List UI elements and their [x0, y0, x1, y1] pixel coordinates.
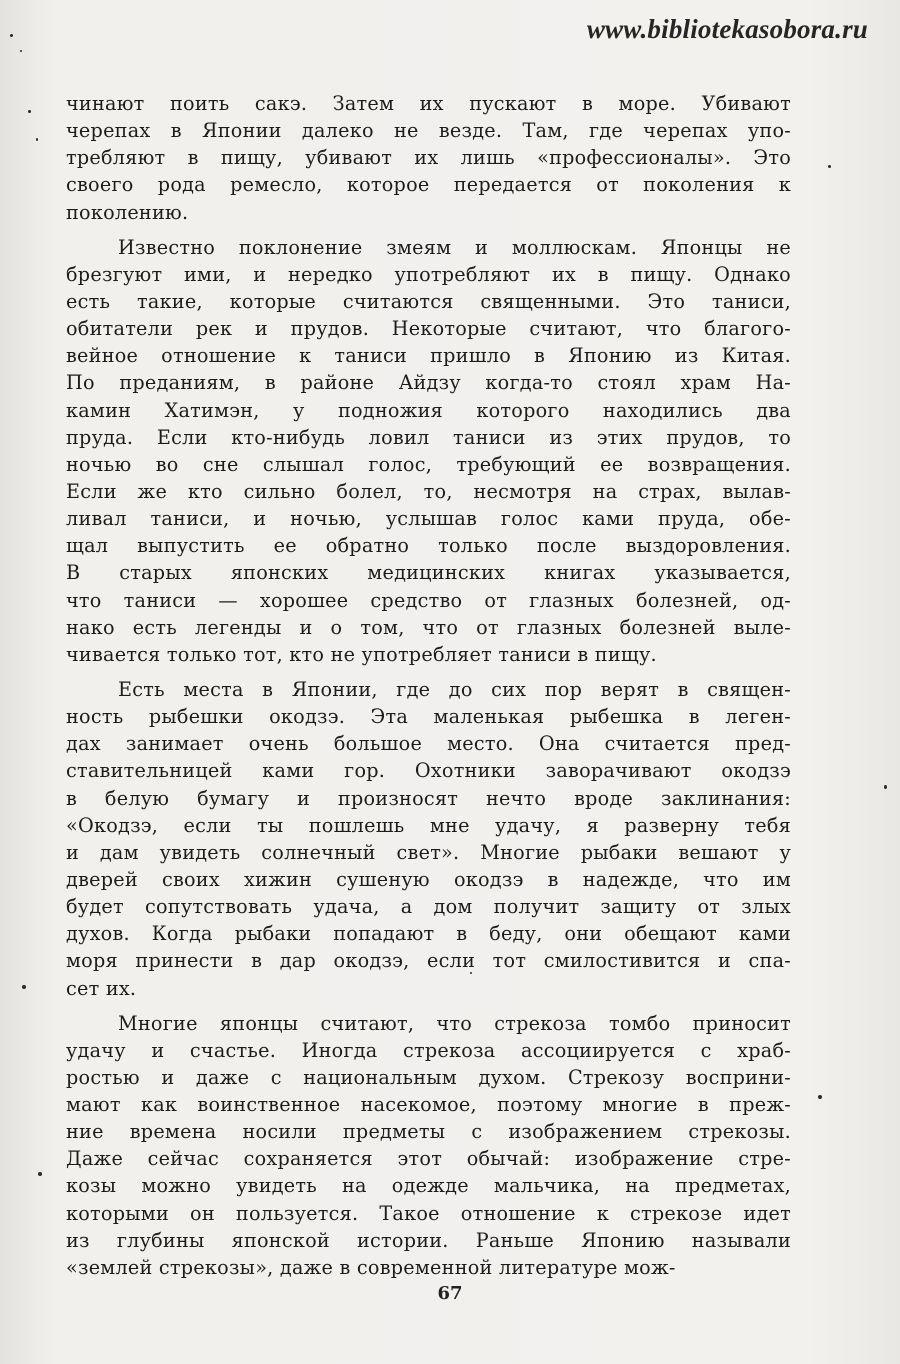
paragraph: [66, 234, 791, 668]
text-line: Если же кто сильно болел, то, несмотря на страх, вылав-: [66, 479, 791, 503]
text-line: Даже сейчас сохраняется этот обычай: изображение стре-: [66, 1147, 791, 1171]
scan-speck: [470, 972, 472, 974]
text-line: будет сопутствовать удача, а дом получит защиту от злых: [66, 895, 791, 919]
text-line: требляют в пищу, убивают их лишь «профессионалы». Это: [66, 146, 791, 170]
text-line: в белую бумагу и произносят нечто вроде заклинания:: [66, 786, 791, 810]
text-line: «землей стрекозы», даже в современной литературе мож-: [66, 1255, 676, 1279]
scan-speck: [10, 34, 13, 37]
scan-speck: [28, 110, 31, 113]
text-line: духов. Когда рыбаки попадают в беду, они обещают ками: [66, 922, 791, 946]
text-line: «Окодзэ, если ты пошлешь мне удачу, я разверну тебя: [66, 813, 791, 837]
text-line: Есть места в Японии, где до сих пор верят в священ-: [118, 677, 791, 701]
scan-speck: [38, 1172, 42, 1176]
text-line: нако есть легенды и о том, что от глазных болезней выле-: [66, 615, 791, 639]
text-line: моря принести в дар окодзэ, если тот смилостивится и спа-: [66, 949, 791, 973]
text-line: пруда. Если кто-нибудь ловил таниси из этих прудов, то: [66, 425, 791, 449]
text-line: которыми он пользуется. Такое отношение к стрекозе идет: [66, 1201, 791, 1225]
text-line: дверей своих хижин сушеную окодзэ в надежде, что им: [66, 867, 791, 891]
text-line: В старых японских медицинских книгах указывается,: [66, 561, 791, 585]
paragraph-gap: [66, 226, 791, 234]
text-line: ставительницей ками гор. Охотники заворачивают окодзэ: [66, 759, 791, 783]
text-line: из глубины японской истории. Раньше Японию называли: [66, 1228, 791, 1252]
text-line: ростью и даже с национальным духом. Стрекозу восприни-: [66, 1065, 791, 1089]
text-line: сет их.: [66, 976, 137, 1000]
text-line: обитатели рек и прудов. Некоторые считают, что благого-: [66, 317, 791, 341]
scan-speck: [828, 165, 831, 168]
text-line: Известно поклонение змеям и моллюскам. Японцы не: [118, 235, 791, 259]
text-line: есть такие, которые считаются священными. Это таниси,: [66, 289, 791, 313]
text-line: мают как воинственное насекомое, поэтому многие в преж-: [66, 1093, 791, 1117]
text-line: щал выпустить ее обратно только после выздоровления.: [66, 534, 791, 558]
text-line: камин Хатимэн, у подножия которого находились два: [66, 398, 791, 422]
text-line: ночью во сне слышал голос, требующий ее возвращения.: [66, 452, 791, 476]
text-line: брезгуют ими, и нередко употребляют их в пищу. Однако: [66, 262, 791, 286]
scan-speck: [884, 785, 887, 789]
paragraph-gap: [66, 1002, 791, 1010]
scan-speck: [36, 138, 38, 141]
text-line: черепах в Японии далеко не везде. Там, где черепах упо-: [66, 119, 791, 143]
text-line: поколению.: [66, 200, 189, 224]
body-text: [66, 90, 791, 1281]
text-line: вейное отношение к таниси пришло в Японию из Китая.: [66, 344, 791, 368]
text-line: чивается только тот, кто не употребляет таниси в пищу.: [66, 642, 657, 666]
scan-speck: [818, 1095, 822, 1099]
text-line: ность рыбешки окодзэ. Эта маленькая рыбешка в леген-: [66, 705, 791, 729]
page-number: 67: [437, 1283, 463, 1304]
paragraph: [66, 1010, 791, 1281]
text-line: и дам увидеть солнечный свет». Многие рыбаки вешают у: [66, 840, 791, 864]
text-line: удачу и счастье. Иногда стрекоза ассоциируется с храб-: [66, 1038, 791, 1062]
text-line: Многие японцы считают, что стрекоза томбо приносит: [118, 1011, 791, 1035]
text-line: что таниси — хорошее средство от глазных болезней, од-: [66, 588, 791, 612]
paragraph: [66, 676, 791, 1002]
scan-speck: [22, 985, 26, 989]
text-line: ливал таниси, и ночью, услышав голос ками пруда, обе-: [66, 507, 791, 531]
text-line: своего рода ремесло, которое передается от поколения к: [66, 173, 791, 197]
text-line: ние времена носили предметы с изображением стрекозы.: [66, 1120, 791, 1144]
website-watermark: www.bibliotekasobora.ru: [586, 14, 868, 44]
paragraph: [66, 90, 791, 226]
scan-speck: [20, 50, 22, 52]
text-line: чинают поить сакэ. Затем их пускают в море. Убивают: [66, 92, 791, 115]
text-line: дах занимает очень большое место. Она считается пред-: [66, 732, 791, 756]
paragraph-gap: [66, 668, 791, 676]
text-line: козы можно увидеть на одежде мальчика, на предметах,: [66, 1174, 791, 1198]
text-line: По преданиям, в районе Айдзу когда-то стоял храм На-: [66, 371, 791, 395]
